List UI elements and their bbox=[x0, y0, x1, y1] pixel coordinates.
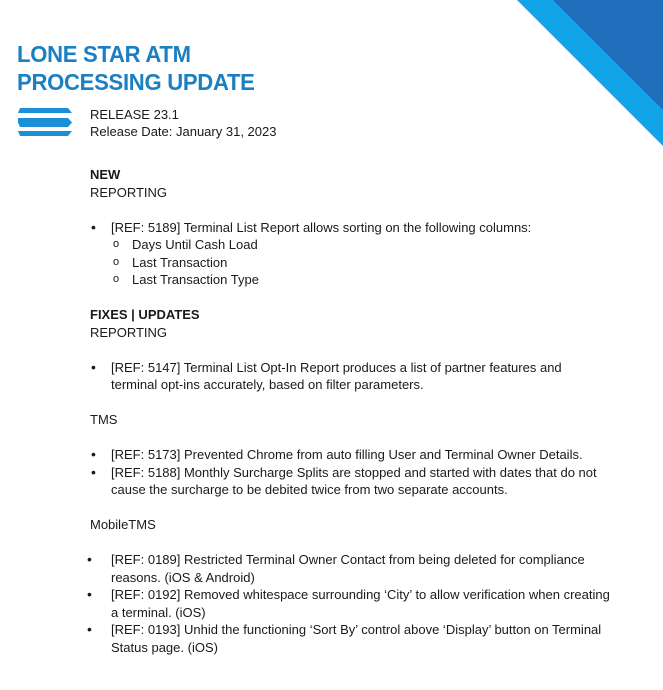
release-date: Release Date: January 31, 2023 bbox=[90, 124, 277, 139]
title-line-2: PROCESSING UPDATE bbox=[17, 69, 255, 95]
list-item: • [REF: 0193] Unhid the functioning ‘Sort By’ control above ‘Display’ button on Terminal Status page. (iOS) bbox=[90, 621, 610, 656]
release-info bbox=[90, 106, 276, 140]
corner-light-band bbox=[517, 0, 663, 146]
fixes-tms-list bbox=[90, 446, 610, 499]
sub-list-item: o Last Transaction bbox=[111, 254, 610, 272]
new-heading: NEW bbox=[90, 167, 121, 182]
list-item bbox=[90, 219, 610, 289]
list-item: • [REF: 5147] Terminal List Opt-In Report produces a list of partner features and terminal opt-ins accurately, based on filter parameters. bbox=[90, 359, 610, 394]
stacked-lines-icon bbox=[18, 108, 72, 136]
list-item: • [REF: 0192] Removed whitespace surrounding ‘City’ to allow verification when creating a terminal. (iOS) bbox=[90, 586, 610, 621]
fixes-category-tms: TMS bbox=[90, 412, 118, 427]
title-line-1: LONE STAR ATM bbox=[17, 41, 191, 67]
sub-list-item: o Days Until Cash Load bbox=[111, 236, 610, 254]
fixes-reporting-list bbox=[90, 359, 610, 394]
new-category-reporting: REPORTING bbox=[90, 184, 168, 200]
list-item: • [REF: 0189] Restricted Terminal Owner Contact from being deleted for compliance reasons. (iOS & Android) bbox=[90, 551, 610, 586]
release-version: RELEASE 23.1 bbox=[90, 107, 179, 122]
release-notes-body bbox=[90, 166, 610, 656]
fixes-heading: FIXES | UPDATES bbox=[90, 307, 200, 322]
new-reporting-list bbox=[90, 219, 610, 289]
sub-list-item: o Last Transaction Type bbox=[111, 271, 610, 289]
list-item-text: [REF: 5189] Terminal List Report allows sorting on the following columns: bbox=[111, 219, 532, 235]
fixes-category-reporting: REPORTING bbox=[90, 324, 168, 340]
list-item: • [REF: 5173] Prevented Chrome from auto filling User and Terminal Owner Details. bbox=[90, 446, 610, 464]
corner-dark-band bbox=[553, 0, 663, 110]
list-item: • [REF: 5188] Monthly Surcharge Splits are stopped and started with dates that do not cause the surcharge to be debited twice from two separate accounts. bbox=[90, 464, 610, 499]
fixes-category-mobiletms: MobileTMS bbox=[90, 517, 156, 532]
document-title bbox=[17, 40, 255, 96]
fixes-mobiletms-list bbox=[90, 551, 610, 656]
sort-columns-list bbox=[111, 236, 610, 289]
